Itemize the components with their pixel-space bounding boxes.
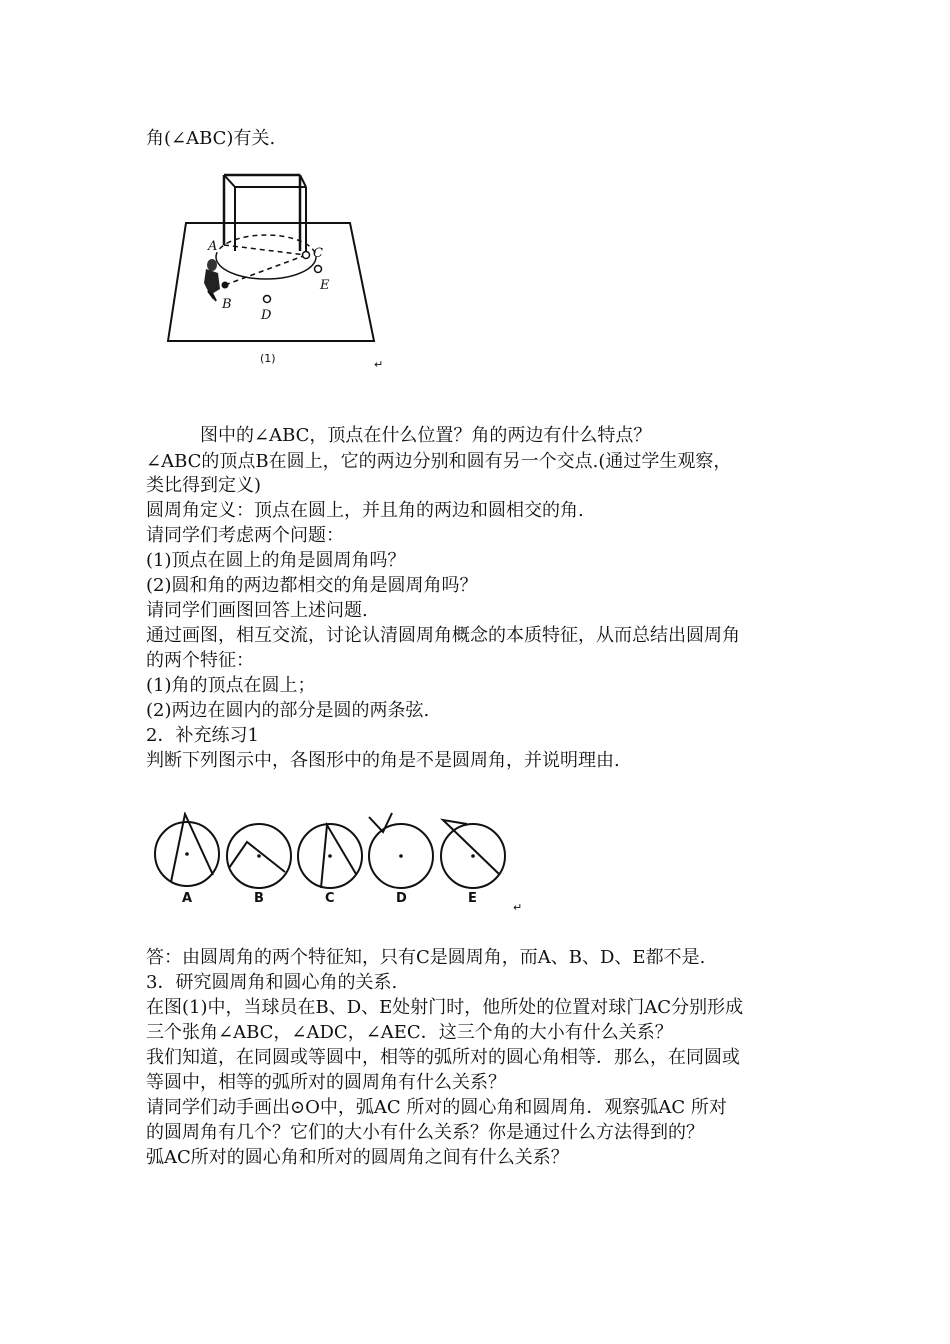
text-line: 圆周角定义：顶点在圆上，并且角的两边和圆相交的角. [146, 500, 584, 521]
text-line: 请同学们考虑两个问题： [146, 525, 344, 546]
label-e: E [468, 891, 477, 906]
figure-2-angle-circles [145, 812, 535, 917]
point-d [264, 296, 271, 303]
text-line: 请同学们画图回答上述问题. [146, 600, 368, 621]
text-line: 请同学们动手画出⊙O中，弧AC 所对的圆心角和圆周角．观察弧AC 所对 [146, 1097, 727, 1118]
text-line: 类比得到定义) [146, 475, 262, 496]
text-line: 三个张角∠ABC，∠ADC，∠AEC．这三个角的大小有什么关系？ [146, 1022, 673, 1043]
text-line: 等圆中，相等的弧所对的圆周角有什么关系？ [146, 1072, 506, 1093]
return-mark: ↵ [513, 901, 523, 914]
label-a: A [208, 239, 218, 254]
label-c: C [325, 891, 335, 906]
text-line: (2)两边在圆内的部分是圆的两条弦. [146, 700, 430, 721]
label-b: B [222, 297, 232, 312]
text-line: 图中的∠ABC，顶点在什么位置？角的两边有什么特点？ [200, 425, 652, 446]
player-figure [204, 259, 220, 301]
chord-bc-dashed [225, 255, 306, 285]
return-mark: ↵ [374, 358, 384, 371]
text-line: (1)角的顶点在圆上； [146, 675, 316, 696]
circle-figure-b [227, 824, 291, 906]
label-d: D [261, 308, 272, 323]
circle-figure-c [298, 824, 362, 906]
text-line: 3．研究圆周角和圆心角的关系. [146, 972, 398, 993]
circle-figure-a [155, 814, 219, 906]
circle-figure-d [369, 813, 433, 906]
text-line: 通过画图，相互交流，讨论认清圆周角概念的本质特征，从而总结出圆周角 [146, 625, 740, 646]
point-b [222, 282, 229, 289]
text-line: 我们知道，在同圆或等圆中，相等的弧所对的圆心角相等．那么，在同圆或 [146, 1047, 740, 1068]
text-line: 判断下列图示中，各图形中的角是不是圆周角，并说明理由. [146, 750, 620, 771]
circle-figure-e [441, 820, 505, 906]
figure-caption: (1) [260, 352, 276, 365]
text-line: 弧AC所对的圆心角和所对的圆周角之间有什么关系？ [146, 1147, 569, 1168]
text-line: (2)圆和角的两边都相交的角是圆周角吗？ [146, 575, 478, 596]
point-e [315, 266, 322, 273]
chord-ac-dashed [224, 245, 306, 255]
text-line: 的两个特征： [146, 650, 254, 671]
text-line: 角(∠ABC)有关. [146, 128, 276, 149]
text-line: 2．补充练习1 [146, 725, 259, 746]
ellipse-front [216, 257, 316, 279]
label-b: B [254, 891, 264, 906]
text-line: ∠ABC的顶点B在圆上，它的两边分别和圆有另一个交点.(通过学生观察， [146, 451, 732, 472]
label-d: D [396, 891, 407, 906]
field-outline [168, 223, 374, 341]
point-c [303, 252, 310, 259]
label-e: E [320, 278, 330, 293]
label-c: C [313, 246, 323, 261]
text-line: 答：由圆周角的两个特征知，只有C是圆周角，而A、B、D、E都不是. [146, 947, 706, 968]
figure-1-soccer-field [160, 165, 400, 375]
text-line: 在图(1)中，当球员在B、D、E处射门时，他所处的位置对球门AC分别形成 [146, 997, 744, 1018]
text-line: 的圆周角有几个？它们的大小有什么关系？你是通过什么方法得到的？ [146, 1122, 704, 1143]
text-line: (1)顶点在圆上的角是圆周角吗？ [146, 550, 406, 571]
label-a: A [182, 891, 193, 906]
